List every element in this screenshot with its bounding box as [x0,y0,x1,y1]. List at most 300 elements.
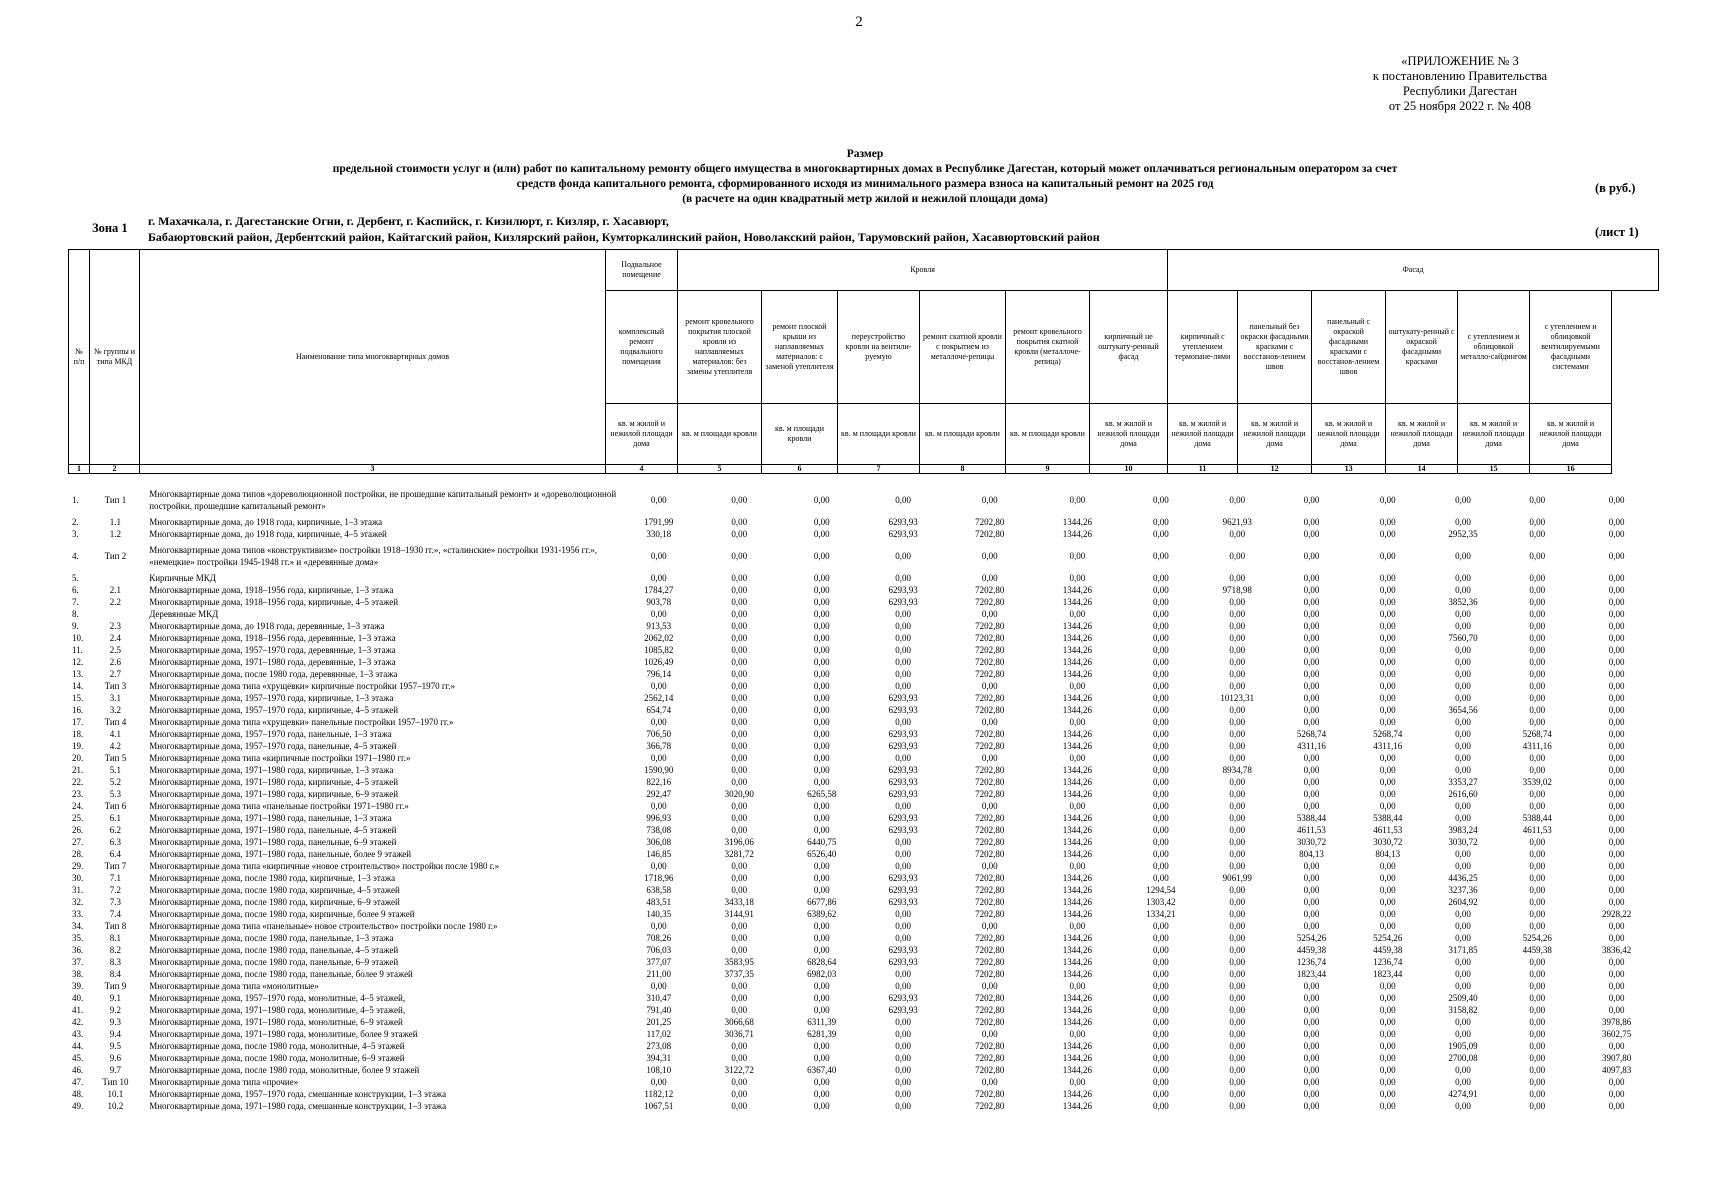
row-value: 0,00 [1608,753,1625,763]
row-value: 0,00 [1379,529,1396,539]
row-value: 0,00 [731,1101,748,1111]
row-value: 0,00 [1608,669,1625,679]
table-row [68,716,1659,728]
row-value: 7202,80 [975,837,1005,847]
row-value: 6293,93 [888,693,918,703]
row-value: 0,00 [1069,573,1086,583]
row-value: 9718,98 [1222,585,1252,595]
row-index: 40. [72,993,84,1003]
row-index: 30. [72,873,84,883]
row-value: 0,00 [895,717,912,727]
row-value: 738,08 [646,825,672,835]
table-row [68,812,1659,824]
row-value: 3237,36 [1448,885,1478,895]
row-value: 4611,53 [1522,825,1552,835]
row-group: 10.2 [107,1101,124,1111]
zone-label: Зона 1 [92,221,128,235]
table-row [68,680,1659,692]
row-value: 0,00 [1303,645,1320,655]
row-value: 0,00 [1608,969,1625,979]
row-value: 483,51 [646,897,672,907]
row-value: 0,00 [1229,657,1246,667]
row-group: 9.1 [109,993,122,1003]
row-value: 0,00 [1153,813,1169,823]
row-value: 0,00 [813,873,830,883]
row-value: 3171,85 [1448,945,1478,955]
header-column-number: 11 [1168,465,1238,474]
row-value: 0,00 [1153,981,1169,991]
row-value: 0,00 [895,849,912,859]
header-column-number: 15 [1458,465,1530,474]
row-value: 0,00 [813,573,830,583]
row-value: 1344,26 [1062,945,1093,955]
row-group: 2.6 [109,657,122,667]
row-value: 0,00 [1153,585,1169,595]
header-subcolumn: кирпичный не оштукату-ренный фасад [1090,291,1168,404]
row-value: 0,00 [1229,551,1246,561]
row-value: 0,00 [1303,873,1320,883]
row-value: 0,00 [1229,897,1246,907]
row-value: 3907,80 [1602,1053,1632,1063]
row-group: Тип 3 [104,681,127,691]
row-name: Деревянные МКД [149,609,219,619]
row-value: 0,00 [1153,669,1169,679]
row-value: 0,00 [1153,861,1169,871]
row-value: 0,00 [1229,741,1246,751]
row-value: 0,00 [895,753,912,763]
row-value: 0,00 [1379,765,1396,775]
row-group: 9.4 [109,1029,122,1039]
row-value: 0,00 [731,981,748,991]
row-value: 394,31 [646,1053,672,1063]
row-value: 0,00 [1303,597,1320,607]
row-value: 0,00 [895,645,912,655]
row-value: 0,00 [1069,609,1086,619]
row-value: 0,00 [1303,717,1320,727]
row-value: 6293,93 [888,597,918,607]
row-value: 0,00 [1529,1077,1546,1087]
row-value: 0,00 [1303,1005,1320,1015]
row-value: 0,00 [1229,993,1246,1003]
row-value: 0,00 [1455,933,1471,943]
cost-table [68,484,1659,1112]
row-value: 0,00 [731,1089,748,1099]
row-value: 0,00 [1529,993,1546,1003]
header-subcolumn: оштукату-ренный с окраской фасадными красками [1386,291,1458,404]
row-value: 0,00 [731,495,748,505]
row-value: 6367,40 [807,1065,837,1075]
row-value: 0,00 [1069,681,1086,691]
row-value: 0,00 [1608,681,1625,691]
row-name: Многоквартирные дома, после 1980 года, кирпичные, 4–5 этажей [149,885,400,895]
row-value: 0,00 [1303,753,1320,763]
table-row [68,1040,1659,1052]
row-value: 0,00 [1153,849,1169,859]
row-value: 3737,35 [724,969,754,979]
row-name: Многоквартирные дома, 1957–1970 года, монолитные, 4–5 этажей, [149,993,406,1003]
row-value: 366,78 [646,741,672,751]
row-group: Тип 1 [104,495,127,505]
header-unit: кв. м жилой и нежилой площади дома [1530,404,1612,465]
row-value: 0,00 [650,981,667,991]
row-name: Многоквартирные дома типа «хрущевки» панельные постройки 1957–1970 гг.» [149,717,454,727]
row-value: 7202,80 [975,945,1005,955]
row-name: Многоквартирные дома, после 1980 года, панельные, 4–5 этажей [149,945,399,955]
row-value: 0,00 [1529,669,1546,679]
table-row [68,584,1659,596]
row-value: 0,00 [981,921,998,931]
row-index: 36. [72,945,84,955]
table-row [68,860,1659,872]
row-group: 5.1 [109,765,122,775]
row-index: 32. [72,897,84,907]
row-value: 1344,26 [1062,669,1093,679]
row-value: 1823,44 [1296,969,1327,979]
row-name: Многоквартирные дома, 1971–1980 года, монолитные, более 9 этажей [149,1029,418,1039]
row-value: 0,00 [731,741,748,751]
row-group: Тип 7 [104,861,127,871]
row-value: 1303,42 [1146,897,1176,907]
row-value: 7202,80 [975,909,1005,919]
row-index: 26. [72,825,84,835]
row-value: 0,00 [1379,681,1396,691]
row-group: 7.4 [109,909,122,919]
header-subcolumn: ремонт кровельного покрытия скатной кровли (металлоче-репица) [1006,291,1090,404]
row-value: 3852,36 [1448,597,1478,607]
row-value: 0,00 [731,1053,748,1063]
row-name: Многоквартирные дома, 1918–1956 года, деревянные, 1–3 этажа [149,633,396,643]
header-unit: кв. м площади кровли [678,404,762,465]
row-value: 3654,56 [1448,705,1478,715]
row-value: 7202,80 [975,1005,1005,1015]
row-value: 0,00 [731,777,748,787]
row-value: 7202,80 [975,825,1005,835]
row-value: 140,35 [646,909,672,919]
annex-line: Республики Дагестан [1402,84,1518,98]
row-value: 0,00 [1153,753,1169,763]
row-value: 117,02 [646,1029,671,1039]
row-value: 0,00 [1379,573,1396,583]
row-value: 0,00 [731,705,748,715]
row-value: 0,00 [1229,981,1246,991]
row-value: 0,00 [1229,825,1246,835]
row-value: 0,00 [1608,1077,1625,1087]
row-value: 6293,93 [888,1005,918,1015]
row-value: 1026,49 [644,657,674,667]
row-value: 6293,93 [888,873,918,883]
row-value: 0,00 [1455,909,1471,919]
row-value: 6293,93 [888,813,918,823]
row-value: 0,00 [1608,729,1625,739]
table-row [68,764,1659,776]
row-value: 1905,09 [1448,1041,1478,1051]
row-value: 0,00 [813,777,830,787]
zone-places-line: г. Махачкала, г. Дагестанские Огни, г. Дербент, г. Каспийск, г. Кизилюрт, г. Кизляр, г. Хасавюрт, [148,214,669,228]
row-value: 0,00 [813,517,830,527]
row-value: 0,00 [731,597,748,607]
row-value: 0,00 [1379,1089,1396,1099]
row-value: 0,00 [1153,921,1169,931]
row-value: 0,00 [731,765,748,775]
row-value: 1344,26 [1062,897,1093,907]
header-subcolumn: ремонт кровельного покрытия плоской кровли из наплавляемых материалов: без замены утеплителя [678,291,762,404]
row-value: 0,00 [813,585,830,595]
annex-line: к постановлению Правительства [1372,69,1548,83]
table-row [68,484,1659,516]
row-value: 706,03 [646,945,672,955]
row-value: 6293,93 [888,729,918,739]
row-value: 6293,93 [888,517,918,527]
row-value: 0,00 [1303,1065,1320,1075]
table-row [68,956,1659,968]
row-value: 7202,80 [975,669,1005,679]
row-value: 0,00 [1529,693,1546,703]
row-value: 0,00 [1303,1053,1320,1063]
row-value: 0,00 [1379,1005,1396,1015]
row-group: 10.1 [107,1089,124,1099]
row-value: 0,00 [981,981,998,991]
row-value: 0,00 [731,945,748,955]
row-value: 0,00 [1303,897,1320,907]
row-value: 0,00 [1379,717,1396,727]
row-value: 0,00 [813,813,830,823]
row-value: 0,00 [1529,633,1546,643]
row-index: 43. [72,1029,84,1039]
header-column-number: 9 [1006,465,1090,474]
row-name: Многоквартирные дома типа «кирпичные постройки 1971–1980 гг.» [149,753,411,763]
row-group: 8.2 [109,945,122,955]
row-value: 0,00 [1379,633,1396,643]
row-value: 1344,26 [1062,993,1093,1003]
row-value: 6677,86 [807,897,837,907]
row-value: 0,00 [1069,717,1086,727]
row-index: 14. [72,681,84,691]
row-value: 0,00 [1229,1005,1246,1015]
row-value: 0,00 [981,1077,998,1087]
row-group: 7.2 [109,885,122,895]
row-value: 273,08 [646,1041,672,1051]
row-value: 0,00 [1529,681,1546,691]
row-value: 1784,27 [644,585,674,595]
row-value: 0,00 [1069,1029,1086,1039]
row-value: 7202,80 [975,897,1005,907]
row-value: 9061,99 [1222,873,1252,883]
table-row [68,1076,1659,1088]
row-value: 0,00 [1529,657,1546,667]
row-name: Многоквартирные дома типов «дореволюционной постройки, не прошедшие капитальный ремонт» и «дореволюционной постройки, прошедшие капитальный ремонт» [149,489,617,511]
row-value: 0,00 [1303,1077,1320,1087]
row-group: 6.3 [109,837,122,847]
row-value: 0,00 [1229,969,1246,979]
row-value: 0,00 [1229,813,1246,823]
row-value: 0,00 [1153,705,1169,715]
header-subcolumn: кирпичный с утеплением термопане-лями [1168,291,1238,404]
table-header [68,249,1659,474]
row-value: 1344,26 [1062,1101,1093,1111]
row-value: 1344,26 [1062,969,1093,979]
row-value: 0,00 [731,861,748,871]
row-value: 0,00 [813,801,830,811]
row-value: 7202,80 [975,777,1005,787]
row-value: 4611,53 [1296,825,1326,835]
row-value: 3196,06 [724,837,754,847]
row-group: 9.7 [109,1065,122,1075]
table-row [68,656,1659,668]
row-value: 7202,80 [975,813,1005,823]
row-value: 0,00 [895,921,912,931]
row-value: 7202,80 [975,729,1005,739]
header-unit: кв. м жилой и нежилой площади дома [1386,404,1458,465]
row-value: 0,00 [1529,753,1546,763]
row-value: 0,00 [1153,517,1169,527]
row-value: 0,00 [1303,1101,1320,1111]
row-value: 4436,25 [1448,873,1478,883]
row-value: 0,00 [650,1077,667,1087]
row-value: 0,00 [813,981,830,991]
row-value: 0,00 [1153,717,1169,727]
row-value: 0,00 [1069,495,1086,505]
row-value: 0,00 [1153,1041,1169,1051]
row-value: 0,00 [1229,1017,1246,1027]
row-value: 0,00 [813,921,830,931]
row-value: 0,00 [813,993,830,1003]
row-value: 0,00 [731,621,748,631]
row-value: 0,00 [1153,789,1169,799]
row-value: 0,00 [1455,765,1471,775]
row-group: 7.3 [109,897,122,907]
title-line: предельной стоимости услуг и (или) работ по капитальному ремонту общего имущества в многоквартирных домах в Республике Дагестан, который может оплачиваться региональным оператором за счет [332,163,1398,175]
row-value: 4459,38 [1522,945,1552,955]
row-value: 0,00 [1529,717,1546,727]
row-value: 0,00 [1153,993,1169,1003]
row-value: 7202,80 [975,585,1005,595]
row-value: 2928,22 [1602,909,1632,919]
row-value: 5388,44 [1296,813,1327,823]
row-value: 0,00 [813,1089,830,1099]
row-name: Многоквартирные дома, 1957–1970 года, панельные, 4–5 этажей [149,741,397,751]
row-value: 0,00 [1455,981,1471,991]
row-value: 0,00 [1455,1017,1471,1027]
row-value: 0,00 [1608,495,1625,505]
row-value: 0,00 [1069,981,1086,991]
row-group: Тип 6 [104,801,127,811]
row-value: 0,00 [1229,705,1246,715]
row-value: 0,00 [1303,885,1320,895]
row-index: 11. [72,645,83,655]
row-value: 0,00 [1153,1005,1169,1015]
currency-unit: (в руб.) [1595,181,1636,195]
header-unit: кв. м площади кровли [838,404,920,465]
row-value: 0,00 [731,609,748,619]
row-name: Многоквартирные дома, после 1980 года, монолитные, 6–9 этажей [149,1053,405,1063]
row-group: 6.4 [109,849,122,859]
row-value: 0,00 [1455,495,1471,505]
row-value: 0,00 [813,861,830,871]
row-value: 1182,12 [644,1089,674,1099]
row-name: Многоквартирные дома, 1971–1980 года, кирпичные, 4–5 этажей [149,777,399,787]
row-value: 0,00 [1303,669,1320,679]
row-value: 0,00 [1379,657,1396,667]
annex-line: от 25 ноября 2022 г. № 408 [1388,99,1532,113]
row-value: 0,00 [895,933,912,943]
row-value: 0,00 [1529,705,1546,715]
row-value: 0,00 [813,693,830,703]
row-value: 0,00 [1529,885,1546,895]
row-value: 6293,93 [888,789,918,799]
row-value: 0,00 [1379,753,1396,763]
header-column-number: 16 [1530,465,1612,474]
row-value: 0,00 [1608,645,1625,655]
header-group-roof: Кровля [678,250,1168,291]
row-value: 1334,21 [1146,909,1176,919]
row-name: Многоквартирные дома, после 1980 года, кирпичные, более 9 этажей [149,909,415,919]
header-subcolumn: панельный с окраской фасадными красками с восстанов-лением швов [1312,291,1386,404]
row-value: 0,00 [1455,585,1471,595]
header-column-number: 6 [762,465,838,474]
row-value: 7202,80 [975,873,1005,883]
row-index: 25. [72,813,84,823]
row-value: 1085,82 [644,645,674,655]
row-index: 21. [72,765,84,775]
row-value: 0,00 [1529,981,1546,991]
table-row [68,980,1659,992]
table-row [68,1028,1659,1040]
row-value: 0,00 [1153,597,1169,607]
row-value: 0,00 [1455,1101,1471,1111]
row-value: 7202,80 [975,969,1005,979]
table-row [68,968,1659,980]
row-value: 0,00 [813,1053,830,1063]
row-value: 0,00 [1455,969,1471,979]
row-name: Многоквартирные дома, до 1918 года, кирпичные, 4–5 этажей [149,529,387,539]
row-value: 0,00 [1153,1089,1169,1099]
row-value: 3539,02 [1522,777,1552,787]
row-value: 0,00 [1608,1041,1625,1051]
row-value: 0,00 [895,551,912,561]
row-name: Многоквартирные дома, 1971–1980 года, монолитные, 4–5 этажей, [149,1005,406,1015]
row-value: 0,00 [1229,1101,1246,1111]
row-value: 0,00 [731,585,748,595]
row-value: 0,00 [1608,741,1625,751]
row-value: 7202,80 [975,1053,1005,1063]
row-value: 0,00 [813,681,830,691]
row-value: 7202,80 [975,693,1005,703]
row-name: Многоквартирные дома, после 1980 года, панельные, 6–9 этажей [149,957,399,967]
row-value: 0,00 [1379,495,1396,505]
row-value: 1344,26 [1062,1005,1093,1015]
row-value: 0,00 [1229,609,1246,619]
row-value: 0,00 [1608,517,1625,527]
row-value: 0,00 [1153,837,1169,847]
table-row [68,740,1659,752]
row-value: 0,00 [813,741,830,751]
row-value: 0,00 [895,969,912,979]
row-value: 0,00 [1379,789,1396,799]
row-value: 0,00 [1455,753,1471,763]
row-value: 0,00 [1379,861,1396,871]
table-row [68,540,1659,572]
row-value: 6293,93 [888,741,918,751]
row-index: 24. [72,801,84,811]
row-value: 0,00 [981,681,998,691]
row-value: 0,00 [895,657,912,667]
row-value: 0,00 [1608,873,1625,883]
row-value: 0,00 [1153,777,1169,787]
row-value: 6293,93 [888,777,918,787]
row-value: 0,00 [895,681,912,691]
row-value: 4611,53 [1373,825,1403,835]
row-value: 2616,60 [1448,789,1478,799]
